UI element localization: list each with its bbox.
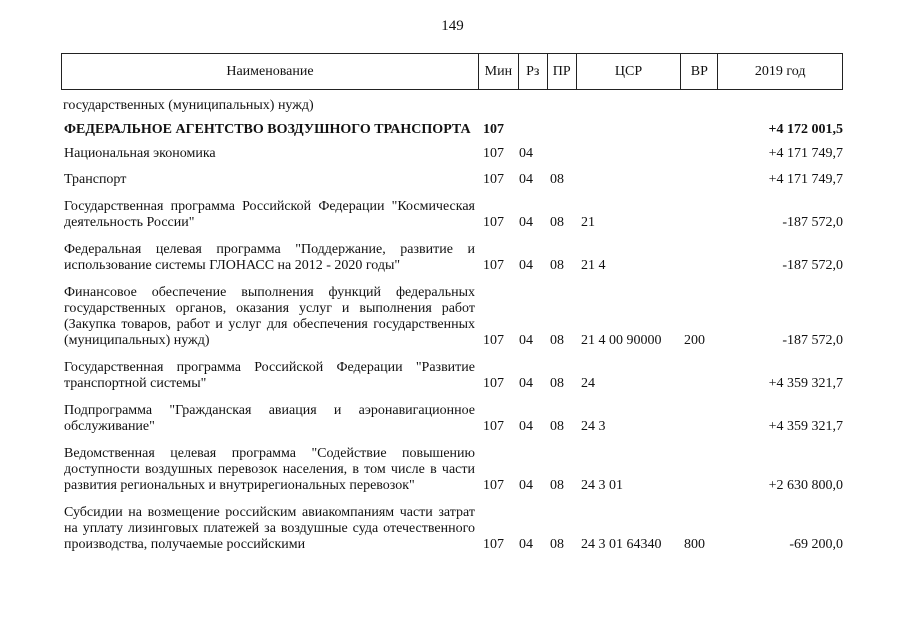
row-csr: 24 3 01 64340 — [581, 537, 662, 552]
row-pr: 08 — [550, 333, 564, 348]
table-row — [61, 505, 843, 553]
row-amount: +4 171 749,7 — [768, 172, 843, 187]
row-amount: -187 572,0 — [782, 258, 843, 273]
table-row — [61, 285, 843, 349]
row-vr: 200 — [684, 333, 705, 348]
row-min: 107 — [483, 478, 504, 493]
row-name: Подпрограмма "Гражданская авиация и аэронавигационное обслуживание" — [64, 403, 475, 434]
row-csr: 21 — [581, 215, 595, 230]
row-pr: 08 — [550, 215, 564, 230]
table-body — [61, 122, 843, 553]
header-csr: ЦСР — [577, 54, 682, 89]
row-min: 107 — [483, 419, 504, 434]
row-min: 107 — [483, 258, 504, 273]
row-rz: 04 — [519, 478, 533, 493]
row-amount: +4 172 001,5 — [768, 122, 843, 137]
row-min: 107 — [483, 172, 504, 187]
row-csr: 21 4 — [581, 258, 606, 273]
row-pr: 08 — [550, 258, 564, 273]
continuation-text: государственных (муниципальных) нужд) — [63, 98, 314, 113]
row-min: 107 — [483, 122, 504, 137]
row-pr: 08 — [550, 419, 564, 434]
table-row — [61, 172, 843, 188]
row-min: 107 — [483, 215, 504, 230]
row-name: Государственная программа Российской Федерации "Космическая деятельность России" — [64, 199, 475, 230]
table-row — [61, 403, 843, 435]
row-csr: 21 4 00 90000 — [581, 333, 662, 348]
table-header — [61, 53, 843, 90]
row-min: 107 — [483, 376, 504, 391]
row-rz: 04 — [519, 537, 533, 552]
header-pr: ПР — [548, 54, 577, 89]
row-vr: 800 — [684, 537, 705, 552]
row-amount: +4 359 321,7 — [768, 419, 843, 434]
row-rz: 04 — [519, 258, 533, 273]
row-pr: 08 — [550, 172, 564, 187]
row-amount: +4 171 749,7 — [768, 146, 843, 161]
row-rz: 04 — [519, 419, 533, 434]
row-min: 107 — [483, 146, 504, 161]
row-pr: 08 — [550, 478, 564, 493]
row-csr: 24 3 01 — [581, 478, 623, 493]
header-min: Мин — [479, 54, 519, 89]
row-amount: +2 630 800,0 — [768, 478, 843, 493]
table-row — [61, 122, 843, 138]
row-amount: +4 359 321,7 — [768, 376, 843, 391]
row-name: Федеральная целевая программа "Поддержание, развитие и использование системы ГЛОНАСС на 2012 - 2020 годы" — [64, 242, 475, 273]
row-name: Финансовое обеспечение выполнения функций федеральных государственных органов, оказания услуг и выполнения работ (Закупка товаров, работ и услуг для обеспечения государственных (муниципальных) нужд) — [64, 285, 475, 348]
row-name: Транспорт — [64, 172, 127, 187]
row-name: Ведомственная целевая программа "Содействие повышению доступности воздушных перевозок населения, в том числе в части развития региональных и внутрирегиональных перевозок" — [64, 446, 475, 493]
header-vr: ВР — [681, 54, 718, 89]
row-pr: 08 — [550, 376, 564, 391]
row-name: Субсидии на возмещение российским авиакомпаниям части затрат на уплату лизинговых платежей за воздушные суда отечественного производства, получаемые российскими — [64, 505, 475, 552]
table-row — [61, 446, 843, 494]
table-row — [61, 199, 843, 231]
table-row — [61, 242, 843, 274]
row-name: Национальная экономика — [64, 146, 216, 161]
row-csr: 24 — [581, 376, 595, 391]
row-amount: -187 572,0 — [782, 333, 843, 348]
row-amount: -187 572,0 — [782, 215, 843, 230]
row-rz: 04 — [519, 215, 533, 230]
header-rz: Рз — [519, 54, 548, 89]
row-rz: 04 — [519, 172, 533, 187]
table-row — [61, 146, 843, 162]
row-rz: 04 — [519, 146, 533, 161]
row-rz: 04 — [519, 333, 533, 348]
row-name: ФЕДЕРАЛЬНОЕ АГЕНТСТВО ВОЗДУШНОГО ТРАНСПОРТА — [64, 122, 471, 137]
row-rz: 04 — [519, 376, 533, 391]
table-row — [61, 360, 843, 392]
page-number: 149 — [441, 18, 464, 34]
row-csr: 24 3 — [581, 419, 606, 434]
row-amount: -69 200,0 — [789, 537, 843, 552]
header-year: 2019 год — [754, 63, 806, 79]
row-min: 107 — [483, 537, 504, 552]
row-min: 107 — [483, 333, 504, 348]
header-name: Наименование — [62, 54, 479, 89]
row-name: Государственная программа Российской Федерации "Развитие транспортной системы" — [64, 360, 475, 391]
row-pr: 08 — [550, 537, 564, 552]
